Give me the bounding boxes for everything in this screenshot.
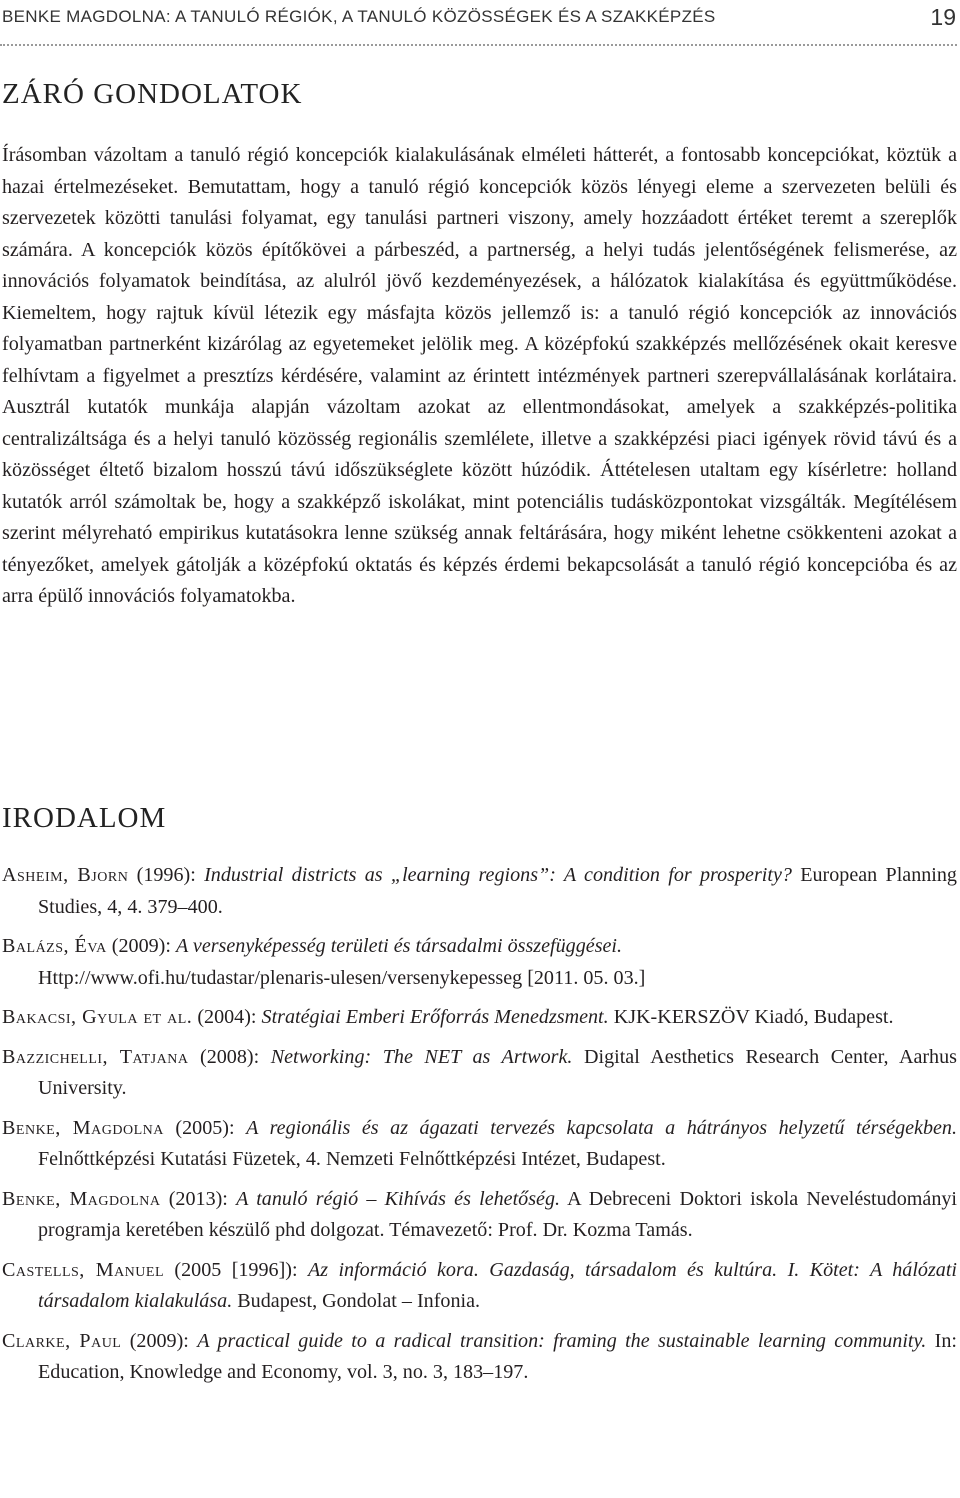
- reference-author: Asheim, Bjorn: [2, 864, 129, 886]
- reference-year: (2005):: [175, 1116, 235, 1139]
- reference-year: (2004):: [197, 1006, 257, 1028]
- reference-list: [2, 860, 957, 1397]
- reference-title: A practical guide to a radical transition: framing the sustainable learning community.: [197, 1329, 927, 1352]
- reference-source: Felnőttképzési Kutatási Füzetek, 4. Nemzeti Felnőttképzési Intézet, Budapest.: [38, 1148, 666, 1170]
- reference-author: Benke, Magdolna: [2, 1187, 161, 1210]
- reference-year: (2009):: [111, 935, 171, 957]
- reference-title: A regionális és az ágazati tervezés kapcsolata a hátrányos helyzetű térségekben.: [246, 1116, 957, 1139]
- reference-title: Industrial districts as „learning regions”: A condition for prosperity?: [204, 864, 792, 886]
- reference-source: Digital Aesthetics Research Center, Aarhus University.: [38, 1045, 957, 1099]
- reference-source: In: Education, Knowledge and Economy, vol. 3, no. 3, 183–197.: [38, 1329, 957, 1383]
- reference-item: [2, 1326, 957, 1389]
- reference-author: Balázs, Éva: [2, 935, 107, 957]
- closing-paragraph: Írásomban vázoltam a tanuló régió koncepciók kialakulásának elméleti hátterét, a fontosabb koncepciókat, köztük a hazai értelmezéseket. Bemutattam, hogy a tanuló régió koncepciók közös lényegi eleme a szervezeten belüli és szervezetek közötti tanulási folyamat, egy tanulási partneri viszony, amely hozzáadott értéket teremt a szereplők számára. A koncepciók közös építőkövei a párbeszéd, a partnerség, a helyi tudás jelentőségének felismerése, az innovációs folyamatok beindítása, az alulról jövő kezdeményezések, a hálózatok kialakítása és együttműködése. Kiemeltem, hogy rajtuk kívül létezik egy másfajta közös jellemző is: a tanuló régió koncepciók az innovációs folyamatban partnerként kizárólag az egyetemeket jelölik meg. A középfokú szakképzés mellőzésének okait keresve felhívtam a figyelmet a presztízs kérdésére, valamint az érintett intézmények partneri szerepvállalásának korlátaira. Ausztrál kutatók munkája alapján vázoltam azokat az ellentmondásokat, amelyek a szakképzés-politika centralizáltsága és a helyi tanuló közösség regionális szemlélete, illetve a szakképzési piaci igények rövid távú és a közösséget éltető bizalom hosszú távú időszükséglete között húzódik. Áttételesen utaltam egy kísérletre: holland kutatók arról számoltak be, hogy a szakképző iskolákat, mint potenciális tudásközpontokat vizsgálták. Megítélésem szerint mélyreható empirikus kutatásokra lenne szükség annak feltárására, hogy miként lehetne csökkenteni azokat a tényezőket, amelyek gátolják a középfokú oktatás és képzés érdemi bekapcsolását a tanuló régió koncepcióba és az arra épülő innovációs folyamatokba.: [2, 144, 957, 607]
- reference-source: A Debreceni Doktori iskola Neveléstudományi programja keretében készülő phd dolgozat. Témavezető: Prof. Dr. Kozma Tamás.: [38, 1187, 958, 1241]
- reference-title: A tanuló régió – Kihívás és lehetőség.: [236, 1187, 561, 1210]
- reference-item: [2, 1113, 957, 1176]
- reference-title: Az információ kora. Gazdaság, társadalom és kultúra. I. Kötet: A hálózati társadalom kialakulása.: [38, 1258, 958, 1312]
- reference-author: Clarke, Paul: [2, 1329, 122, 1352]
- reference-year: (2008):: [200, 1045, 260, 1068]
- header-divider: [0, 44, 957, 46]
- reference-source: Budapest, Gondolat – Infonia.: [237, 1290, 481, 1312]
- reference-author: Bazzichelli, Tatjana: [2, 1045, 189, 1068]
- section-heading-closing: ZÁRÓ GONDOLATOK: [2, 78, 303, 110]
- reference-item: [2, 1184, 957, 1247]
- reference-item: [2, 860, 957, 923]
- reference-item: [2, 1042, 957, 1105]
- reference-source: European Planning Studies, 4, 4. 379–400.: [38, 864, 957, 918]
- page-number: 19: [930, 4, 956, 30]
- reference-item: [2, 931, 957, 994]
- reference-source: KJK-KERSZÖV Kiadó, Budapest.: [613, 1006, 894, 1028]
- reference-year: (2005 [1996]):: [174, 1258, 298, 1281]
- reference-year: (2009):: [129, 1329, 189, 1352]
- reference-author: Bakacsi, Gyula et al.: [2, 1006, 193, 1028]
- running-header: [0, 4, 956, 34]
- reference-year: (2013):: [168, 1187, 228, 1210]
- reference-link[interactable]: Http://www.ofi.hu/tudastar/plenaris-ulesen/versenykepesseg [2011. 05. 03.]: [38, 966, 646, 989]
- reference-title: A versenyképesség területi és társadalmi összefüggései.: [175, 935, 623, 957]
- reference-item: [2, 1002, 957, 1034]
- section-heading-references: IRODALOM: [2, 802, 167, 834]
- reference-title: Stratégiai Emberi Erőforrás Menedzsment.: [261, 1006, 609, 1028]
- reference-item: [2, 1255, 957, 1318]
- reference-year: (1996):: [136, 864, 196, 886]
- reference-author: Benke, Magdolna: [2, 1116, 164, 1139]
- reference-author: Castells, Manuel: [2, 1258, 165, 1281]
- reference-title: Networking: The NET as Artwork.: [270, 1045, 573, 1068]
- running-title: BENKE MAGDOLNA: A TANULÓ RÉGIÓK, A TANULÓ KÖZÖSSÉGEK ÉS A SZAKKÉPZÉS: [2, 7, 716, 26]
